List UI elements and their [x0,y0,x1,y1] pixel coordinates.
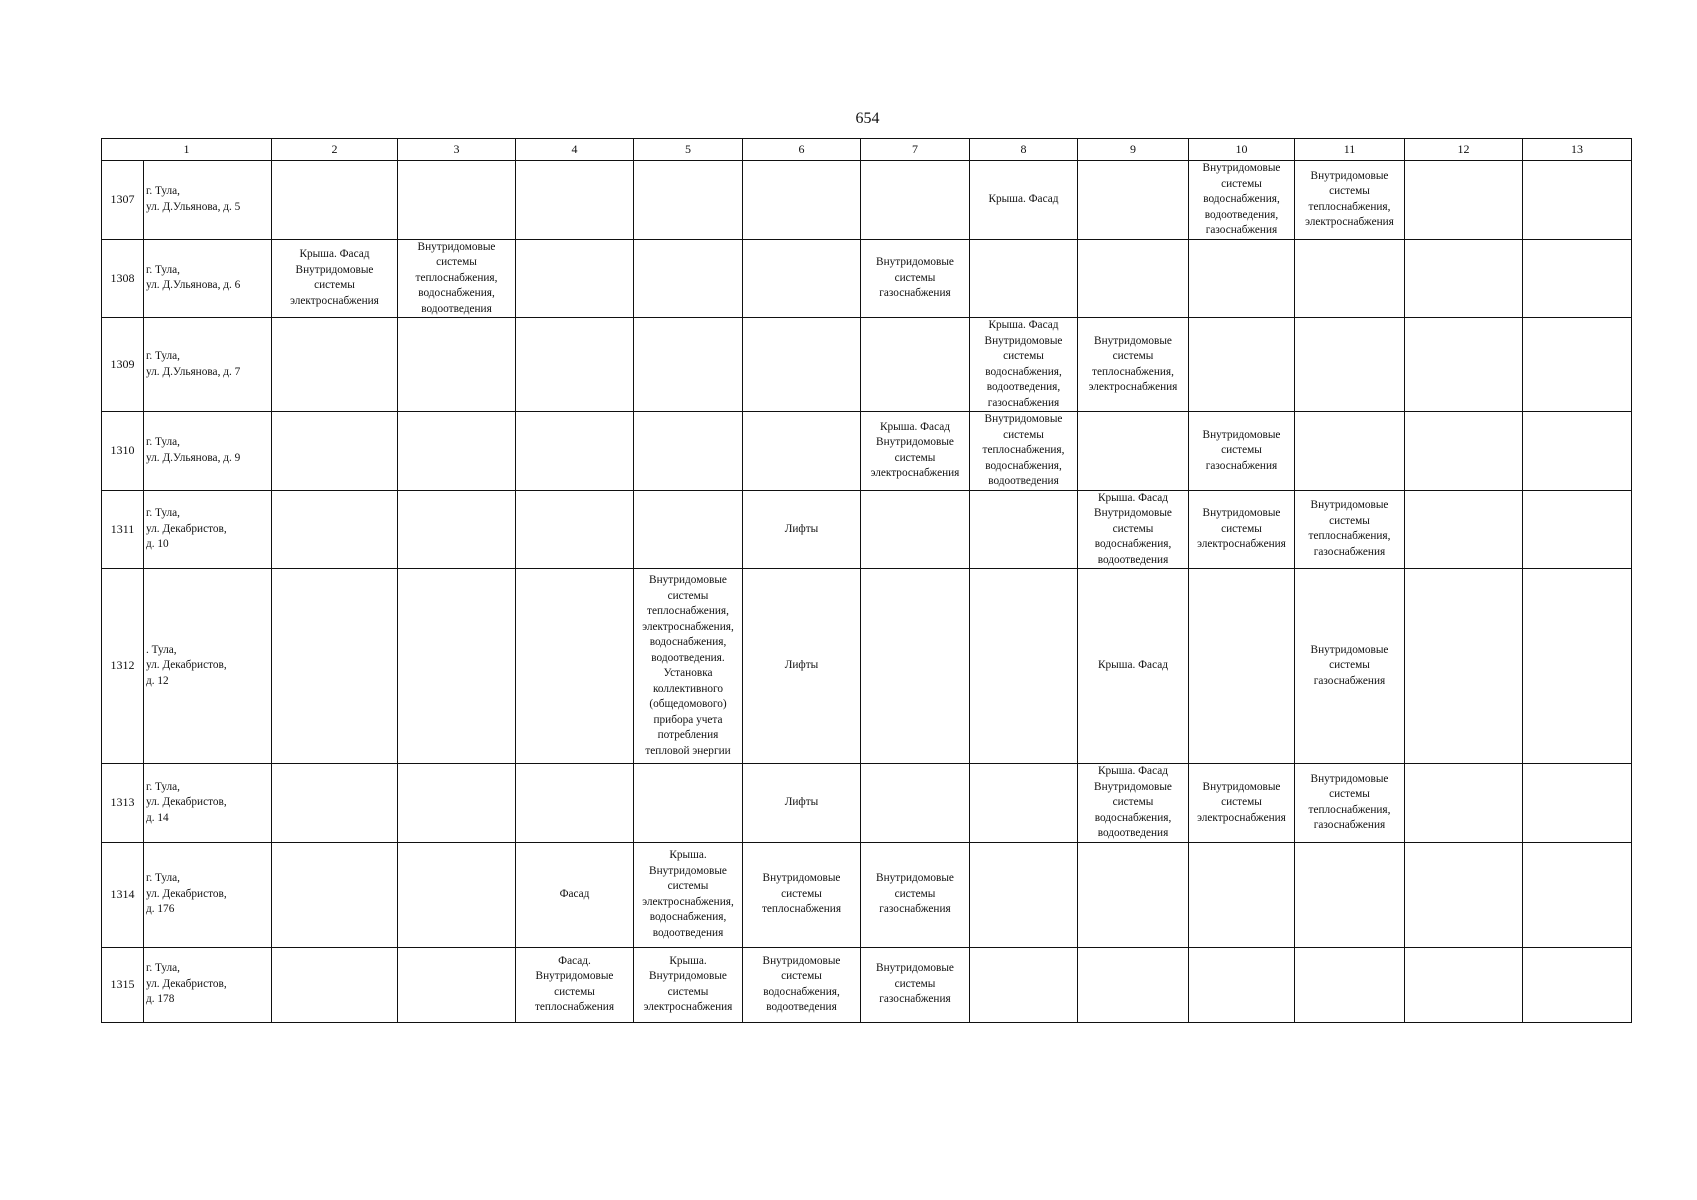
work-cell-col-10: Внутридомовые системы электроснабжения [1189,764,1295,843]
work-cell-col-3 [398,318,516,412]
work-cell-col-5 [634,161,743,240]
work-cell-col-3 [398,161,516,240]
work-cell-col-2 [272,569,398,764]
row-number: 1311 [102,490,144,569]
work-cell-col-6 [743,239,861,318]
work-cell-col-6: Внутридомовые системы теплоснабжения [743,842,861,947]
work-cell-col-13 [1523,490,1632,569]
col-header-5: 5 [634,139,743,161]
work-cell-col-2: Крыша. Фасад Внутридомовые системы электроснабжения [272,239,398,318]
work-cell-col-10 [1189,842,1295,947]
work-cell-col-7 [861,569,970,764]
work-cell-col-7: Крыша. Фасад Внутридомовые системы электроснабжения [861,412,970,491]
work-cell-col-2 [272,947,398,1022]
work-cell-col-13 [1523,412,1632,491]
table-row [102,764,1632,843]
work-cell-col-3 [398,842,516,947]
work-cell-col-8 [970,764,1078,843]
table-row [102,842,1632,947]
work-cell-col-3 [398,764,516,843]
work-cell-col-12 [1405,764,1523,843]
work-cell-col-6 [743,318,861,412]
work-cell-col-7 [861,490,970,569]
row-number: 1315 [102,947,144,1022]
work-cell-col-5: Крыша. Внутридомовые системы электроснабжения [634,947,743,1022]
col-header-11: 11 [1295,139,1405,161]
work-cell-col-7: Внутридомовые системы газоснабжения [861,239,970,318]
work-cell-col-5 [634,239,743,318]
work-cell-col-10 [1189,569,1295,764]
work-cell-col-2 [272,842,398,947]
work-cell-col-11: Внутридомовые системы теплоснабжения, электроснабжения [1295,161,1405,240]
row-number: 1313 [102,764,144,843]
work-cell-col-4 [516,569,634,764]
work-cell-col-8: Крыша. Фасад Внутридомовые системы водоснабжения, водоотведения, газоснабжения [970,318,1078,412]
work-cell-col-8: Крыша. Фасад [970,161,1078,240]
page-number: 654 [855,110,880,127]
address-cell: г. Тула, ул. Декабристов, д. 10 [144,490,272,569]
work-cell-col-6: Лифты [743,764,861,843]
work-cell-col-12 [1405,947,1523,1022]
work-cell-col-5 [634,412,743,491]
table-row [102,318,1632,412]
work-cell-col-12 [1405,318,1523,412]
col-header-8: 8 [970,139,1078,161]
work-cell-col-8 [970,569,1078,764]
work-cell-col-12 [1405,842,1523,947]
row-number: 1312 [102,569,144,764]
col-header-12: 12 [1405,139,1523,161]
work-cell-col-5 [634,490,743,569]
address-cell: г. Тула, ул. Декабристов, д. 178 [144,947,272,1022]
row-number: 1309 [102,318,144,412]
table-row [102,569,1632,764]
col-header-10: 10 [1189,139,1295,161]
work-cell-col-2 [272,490,398,569]
col-header-2: 2 [272,139,398,161]
work-cell-col-11: Внутридомовые системы теплоснабжения, газоснабжения [1295,764,1405,843]
work-cell-col-13 [1523,842,1632,947]
work-cell-col-9 [1078,239,1189,318]
work-cell-col-11 [1295,947,1405,1022]
work-cell-col-10: Внутридомовые системы водоснабжения, водоотведения, газоснабжения [1189,161,1295,240]
work-cell-col-4 [516,490,634,569]
col-header-13: 13 [1523,139,1632,161]
work-cell-col-7: Внутридомовые системы газоснабжения [861,947,970,1022]
work-cell-col-2 [272,764,398,843]
address-cell: г. Тула, ул. Декабристов, д. 176 [144,842,272,947]
work-cell-col-9: Внутридомовые системы теплоснабжения, электроснабжения [1078,318,1189,412]
work-cell-col-12 [1405,490,1523,569]
work-cell-col-2 [272,318,398,412]
work-cell-col-11 [1295,239,1405,318]
col-header-6: 6 [743,139,861,161]
row-number: 1308 [102,239,144,318]
work-cell-col-3 [398,490,516,569]
work-cell-col-12 [1405,239,1523,318]
work-cell-col-9 [1078,842,1189,947]
work-cell-col-7 [861,318,970,412]
work-cell-col-10 [1189,239,1295,318]
work-cell-col-10 [1189,947,1295,1022]
work-cell-col-3: Внутридомовые системы теплоснабжения, водоснабжения, водоотведения [398,239,516,318]
work-cell-col-10 [1189,318,1295,412]
address-cell: . Тула, ул. Декабристов, д. 12 [144,569,272,764]
work-cell-col-13 [1523,318,1632,412]
work-cell-col-4 [516,412,634,491]
work-cell-col-11: Внутридомовые системы теплоснабжения, газоснабжения [1295,490,1405,569]
work-cell-col-5: Внутридомовые системы теплоснабжения, электроснабжения, водоснабжения, водоотведения. Установка коллективного (общедомового) прибора учета потребления тепловой энергии [634,569,743,764]
work-cell-col-5 [634,764,743,843]
work-cell-col-4 [516,764,634,843]
work-cell-col-7 [861,764,970,843]
table-row [102,161,1632,240]
work-cell-col-8 [970,947,1078,1022]
work-cell-col-6 [743,161,861,240]
work-cell-col-3 [398,947,516,1022]
work-cell-col-4: Фасад [516,842,634,947]
address-cell: г. Тула, ул. Д.Ульянова, д. 6 [144,239,272,318]
work-cell-col-8 [970,239,1078,318]
work-cell-col-11: Внутридомовые системы газоснабжения [1295,569,1405,764]
work-cell-col-13 [1523,239,1632,318]
address-cell: г. Тула, ул. Декабристов, д. 14 [144,764,272,843]
work-cell-col-4 [516,239,634,318]
work-cell-col-4: Фасад. Внутридомовые системы теплоснабжения [516,947,634,1022]
row-number: 1307 [102,161,144,240]
work-cell-col-11 [1295,318,1405,412]
work-cell-col-9 [1078,161,1189,240]
work-cell-col-8: Внутридомовые системы теплоснабжения, водоснабжения, водоотведения [970,412,1078,491]
work-cell-col-11 [1295,842,1405,947]
work-cell-col-5 [634,318,743,412]
work-cell-col-13 [1523,947,1632,1022]
work-cell-col-7: Внутридомовые системы газоснабжения [861,842,970,947]
work-cell-col-2 [272,412,398,491]
repair-schedule-table [101,138,1632,1023]
work-cell-col-6: Внутридомовые системы водоснабжения, водоотведения [743,947,861,1022]
work-cell-col-9: Крыша. Фасад Внутридомовые системы водоснабжения, водоотведения [1078,764,1189,843]
work-cell-col-2 [272,161,398,240]
work-cell-col-3 [398,412,516,491]
col-header-4: 4 [516,139,634,161]
work-cell-col-10: Внутридомовые системы газоснабжения [1189,412,1295,491]
work-cell-col-11 [1295,412,1405,491]
table-row [102,947,1632,1022]
table-row [102,412,1632,491]
work-cell-col-9 [1078,412,1189,491]
row-number: 1310 [102,412,144,491]
address-cell: г. Тула, ул. Д.Ульянова, д. 9 [144,412,272,491]
work-cell-col-8 [970,842,1078,947]
col-header-1: 1 [102,139,272,161]
column-number-row [102,139,1632,161]
work-cell-col-7 [861,161,970,240]
col-header-3: 3 [398,139,516,161]
col-header-9: 9 [1078,139,1189,161]
work-cell-col-13 [1523,161,1632,240]
work-cell-col-13 [1523,764,1632,843]
work-cell-col-9: Крыша. Фасад [1078,569,1189,764]
work-cell-col-13 [1523,569,1632,764]
work-cell-col-5: Крыша. Внутридомовые системы электроснабжения, водоснабжения, водоотведения [634,842,743,947]
work-cell-col-6 [743,412,861,491]
work-cell-col-8 [970,490,1078,569]
table-row [102,490,1632,569]
work-cell-col-12 [1405,161,1523,240]
work-cell-col-6: Лифты [743,569,861,764]
work-cell-col-12 [1405,412,1523,491]
address-cell: г. Тула, ул. Д.Ульянова, д. 7 [144,318,272,412]
work-cell-col-4 [516,161,634,240]
row-number: 1314 [102,842,144,947]
work-cell-col-10: Внутридомовые системы электроснабжения [1189,490,1295,569]
work-cell-col-3 [398,569,516,764]
col-header-7: 7 [861,139,970,161]
address-cell: г. Тула, ул. Д.Ульянова, д. 5 [144,161,272,240]
table-row [102,239,1632,318]
work-cell-col-9 [1078,947,1189,1022]
work-cell-col-9: Крыша. Фасад Внутридомовые системы водоснабжения, водоотведения [1078,490,1189,569]
work-cell-col-4 [516,318,634,412]
work-cell-col-6: Лифты [743,490,861,569]
work-cell-col-12 [1405,569,1523,764]
